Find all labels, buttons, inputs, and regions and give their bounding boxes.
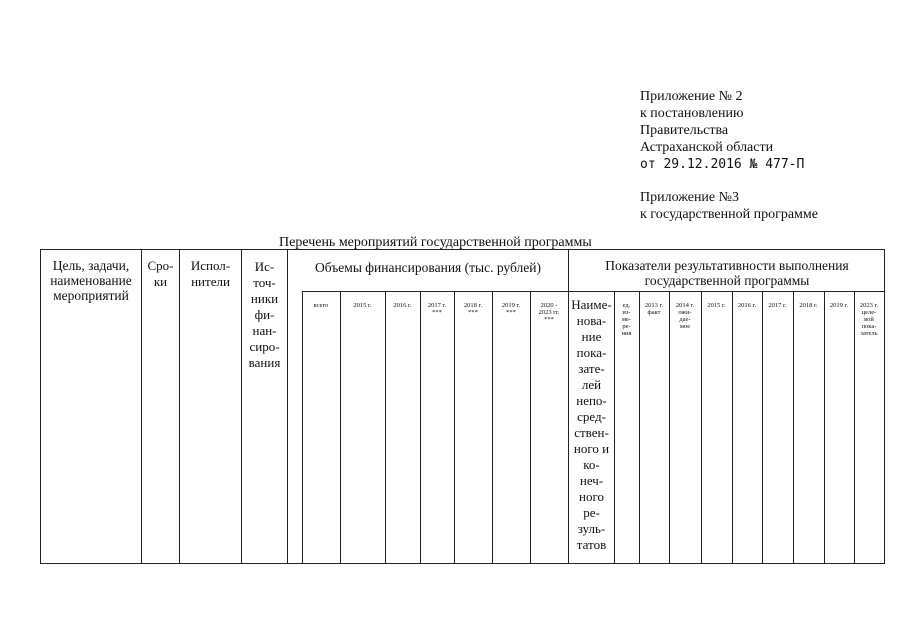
subcolumn-divider — [732, 291, 733, 563]
header-funding-group: Объемы финансирования (тыс. рублей) — [315, 260, 541, 275]
header-indicators-group: Показатели результативности выполнения государственной программы — [605, 258, 849, 288]
appendix-2-line: Приложение № 2 — [640, 89, 743, 104]
column-divider — [141, 250, 142, 563]
subcolumn-divider — [492, 291, 493, 563]
table-left-border — [40, 250, 41, 563]
header-executors: Испол- нители — [190, 258, 231, 289]
subcolumn-divider — [530, 291, 531, 563]
indicator-col-2014: 2014 г. ожи- дае- мое — [675, 302, 695, 330]
appendix-3-block — [640, 189, 818, 223]
subcolumn-divider — [824, 291, 825, 563]
header-terms: Сро- ки — [147, 258, 174, 289]
appendix-3-line: к государственной программе — [640, 207, 818, 222]
funding-col-2018: 2018 г. *** — [463, 302, 483, 316]
funding-group-underline — [302, 291, 568, 292]
indicators-group-underline — [568, 291, 884, 292]
subcolumn-divider — [793, 291, 794, 563]
subcolumn-divider — [669, 291, 670, 563]
subcolumn-divider — [385, 291, 386, 563]
subcolumn-divider — [454, 291, 455, 563]
subcolumn-divider — [420, 291, 421, 563]
measures-table — [40, 249, 885, 564]
funding-col-2015: 2015 г. — [353, 302, 372, 309]
indicator-col-2015: 2015 г. — [707, 302, 726, 309]
header-goal: Цель, задачи, наименование мероприятий — [50, 258, 132, 303]
appendix-2-line: Астраханской области — [640, 140, 774, 155]
subcolumn-divider — [302, 291, 303, 563]
header-sources: Ис- точ- ники фи- нан- сиро- вания — [248, 259, 281, 370]
subcolumn-divider — [762, 291, 763, 563]
subcolumn-divider — [639, 291, 640, 563]
subcolumn-divider — [701, 291, 702, 563]
appendix-3-line: Приложение №3 — [640, 190, 739, 205]
indicator-col-2018: 2018 г. — [799, 302, 818, 309]
indicator-col-2017: 2017 г. — [768, 302, 787, 309]
funding-col-2016: 2016 г. — [393, 302, 412, 309]
resolution-number: от 29.12.2016 № 477-П — [640, 157, 805, 172]
indicator-name-header: Наиме- нова- ние пока- зате- лей непо- сред- ствен- ного и ко- неч- ного ре- зуль- татов — [571, 297, 612, 552]
indicator-col-2013: 2013 г. факт — [644, 302, 664, 316]
funding-col-total: всего — [313, 302, 329, 309]
appendix-2-line: к постановлению — [640, 106, 744, 121]
column-divider — [287, 250, 288, 563]
table-right-border — [884, 250, 885, 563]
funding-col-2019: 2019 г. *** — [501, 302, 521, 316]
indicator-col-2016: 2016 г. — [737, 302, 757, 309]
subcolumn-divider — [340, 291, 341, 563]
appendix-2-block — [640, 88, 804, 173]
funding-col-2020-2023: 2020 - 2023 гг. *** — [538, 302, 560, 323]
document-title: Перечень мероприятий государственной программы — [279, 235, 592, 250]
appendix-2-line: Правительства — [640, 123, 729, 138]
indicator-col-unit: ед. из- ме- ре- ния — [621, 302, 632, 337]
indicator-col-2019: 2019 г. — [829, 302, 849, 309]
funding-col-2017: 2017 г. *** — [427, 302, 447, 316]
column-divider — [179, 250, 180, 563]
indicator-col-2023: 2023 г. целе- вой пока- затель — [859, 302, 879, 337]
